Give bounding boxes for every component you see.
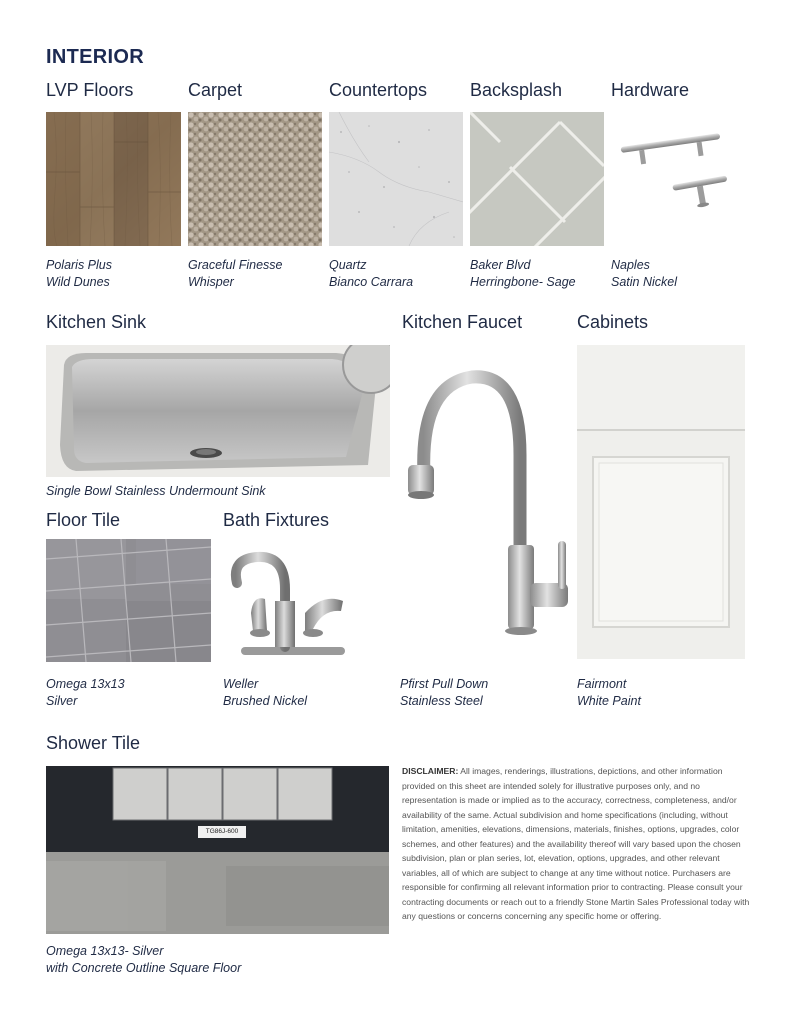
lvp-caption-line1: Polaris Plus: [46, 258, 112, 272]
backsplash-caption-line1: Baker Blvd: [470, 258, 531, 272]
kitchen-sink-caption: Single Bowl Stainless Undermount Sink: [46, 484, 266, 498]
hardware-caption: [611, 257, 677, 291]
carpet-caption: [188, 257, 282, 291]
floor-tile-image: [46, 539, 211, 662]
hardware-caption-line1: Naples: [611, 258, 650, 272]
countertops-heading: Countertops: [329, 80, 428, 100]
kitchen-faucet-heading: Kitchen Faucet: [402, 312, 523, 332]
shower-tile-heading: Shower Tile: [46, 733, 141, 753]
countertop-swatch: [329, 112, 463, 246]
backsplash-heading: Backsplash: [470, 80, 563, 100]
carpet-caption-line2: Whisper: [188, 275, 234, 289]
carpet-heading: Carpet: [188, 80, 243, 100]
bath-fixtures-heading: Bath Fixtures: [223, 510, 330, 530]
backsplash-caption: [470, 257, 576, 291]
kitchen-faucet-caption-line2: Stainless Steel: [400, 694, 483, 708]
backsplash-swatch: [470, 112, 604, 246]
countertop-caption: [329, 257, 413, 291]
floor-tile-caption-line2: Silver: [46, 694, 78, 708]
carpet-swatch: [188, 112, 322, 246]
floor-tile-heading: Floor Tile: [46, 510, 121, 530]
cabinets-caption-line2: White Paint: [577, 694, 641, 708]
countertop-caption-line1: Quartz: [329, 258, 367, 272]
shower-tile-caption: [46, 943, 241, 977]
shower-tile-caption-line2: with Concrete Outline Square Floor: [46, 961, 242, 975]
disclaimer-text: All images, renderings, illustrations, depictions, and other information provided on this sheet are intended solely for illustrative purposes only, and no representation is made or implied as to the accuracy, correctness, completeness, and/or availability of the same. Actual subdivision and home specifications (including, without limitation, amenities, elevations, dimensions, materials, finishes, options, upgrades, color schemes, and other features) and the availability thereof will vary based upon the chosen subdivision, plan or plan series, lot, elevation, options, upgrades, and other relevant variables, all of which are subject to change at any time without notice. Purchasers are responsible for confirming all relevant information prior to contracting. Please consult your contracting documents or reach out to a friendly Stone Martin Sales Professional today with any questions or concerns concerning any specific home or offering.: [402, 766, 750, 921]
cabinet-door-image: [577, 345, 745, 659]
bath-fixtures-caption-line1: Weller: [223, 677, 259, 691]
cabinets-heading: Cabinets: [577, 312, 649, 332]
bath-fixtures-caption: [223, 676, 307, 710]
backsplash-caption-line2: Herringbone- Sage: [470, 275, 576, 289]
cabinets-caption: [577, 676, 641, 710]
kitchen-faucet-caption: [400, 676, 488, 710]
kitchen-sink-image: [46, 345, 390, 477]
lvp-caption-line2: Wild Dunes: [46, 275, 110, 289]
shower-tile-image: [46, 766, 389, 934]
disclaimer: [402, 764, 750, 924]
hardware-caption-line2: Satin Nickel: [611, 275, 677, 289]
shower-tile-caption-line1: Omega 13x13- Silver: [46, 944, 164, 958]
lvp-caption: [46, 257, 112, 291]
kitchen-faucet-caption-line1: Pfirst Pull Down: [400, 677, 489, 691]
bath-fixtures-image: [223, 539, 363, 662]
hardware-heading: Hardware: [611, 80, 690, 100]
floor-tile-caption-line1: Omega 13x13: [46, 677, 125, 691]
shower-tile-label: TG86J-600: [205, 828, 239, 835]
hardware-swatch: [611, 112, 745, 246]
disclaimer-label: DISCLAIMER:: [402, 766, 459, 776]
carpet-caption-line1: Graceful Finesse: [188, 258, 283, 272]
page-title: INTERIOR: [46, 46, 144, 68]
kitchen-sink-heading: Kitchen Sink: [46, 312, 147, 332]
countertop-caption-line2: Bianco Carrara: [329, 275, 414, 289]
bath-fixtures-caption-line2: Brushed Nickel: [223, 694, 308, 708]
lvp-floor-swatch: [46, 112, 181, 246]
cabinets-caption-line1: Fairmont: [577, 677, 627, 691]
kitchen-faucet-image: [402, 345, 572, 645]
floor-tile-caption: [46, 676, 125, 710]
lvp-heading: LVP Floors: [46, 80, 134, 100]
